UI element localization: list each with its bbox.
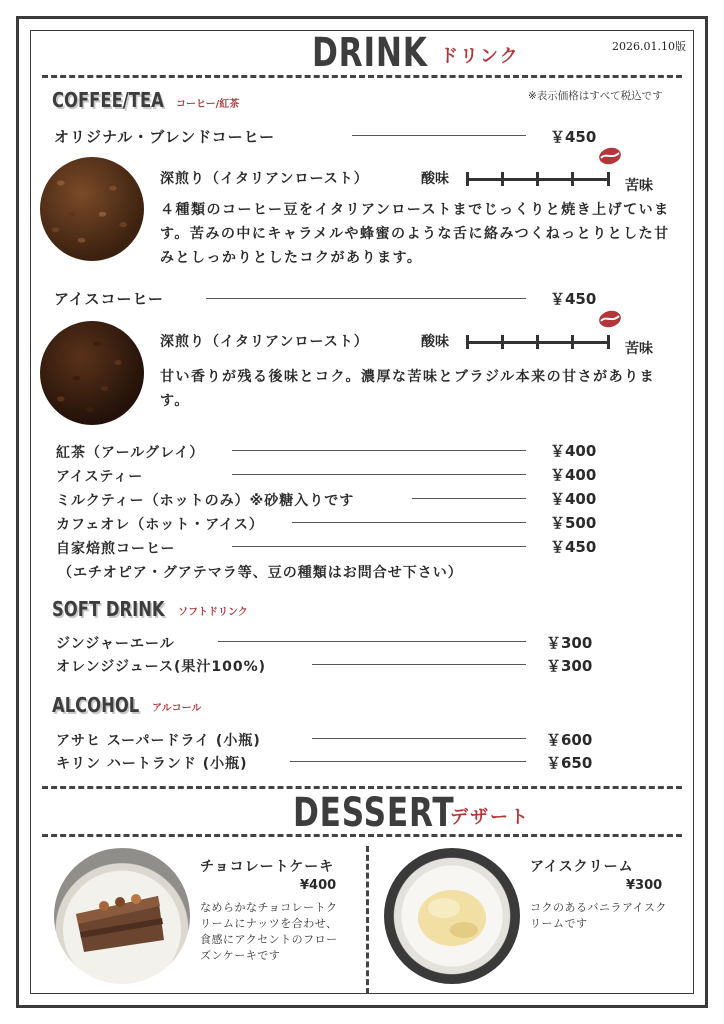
featured-description: ４種類のコーヒー豆をイタリアンローストまでじっくりと焼き上げています。苦みの中にキャラメルや蜂蜜のような舌に絡みつくねっとりとした甘みとしっかりとしたコクがあります。 xyxy=(160,202,670,266)
coffee-bean-icon xyxy=(598,146,622,166)
edition-date: 2026.01.10版 xyxy=(612,40,686,53)
roast-type: 深煎り（イタリアンロースト） xyxy=(160,334,369,350)
leader-line xyxy=(232,546,526,547)
ice-cream-scoop-icon xyxy=(384,848,520,984)
chocolate-cake-photo xyxy=(54,848,190,984)
coffee-bean-icon xyxy=(598,309,622,329)
leader-line xyxy=(232,474,526,475)
leader-line xyxy=(290,761,526,762)
header-divider xyxy=(42,75,682,78)
bitterness-label: 苦味 xyxy=(625,341,653,357)
leader-line xyxy=(232,450,526,451)
featured-item-name: アイスコーヒー xyxy=(54,290,164,308)
dessert-column-divider xyxy=(366,846,369,994)
dessert-price: ¥400 xyxy=(300,878,337,893)
leader-line xyxy=(292,522,526,523)
menu-items-note: （エチオピア・グアテマラ等、豆の種類はお問合せ下さい） xyxy=(58,565,463,581)
menu-item-name: カフェオレ（ホット・アイス） xyxy=(56,517,264,533)
menu-item-price: ￥600 xyxy=(546,731,593,749)
menu-item-price: ￥400 xyxy=(550,466,597,484)
acidity-label: 酸味 xyxy=(421,171,449,187)
dessert-divider-top xyxy=(42,786,682,789)
featured-item-name: オリジナル・ブレンドコーヒー xyxy=(54,128,276,146)
bitterness-label: 苦味 xyxy=(625,178,653,194)
menu-item-price: ￥400 xyxy=(550,442,597,460)
dessert-title: DESSERT xyxy=(293,790,455,836)
dessert-price: ¥300 xyxy=(626,878,663,893)
drink-title: DRINK xyxy=(312,30,428,76)
featured-item-price: ￥450 xyxy=(550,128,597,146)
dessert-divider-bottom xyxy=(42,834,682,837)
dessert-description: なめらかなチョコレートクリームにナッツを合わせ、食感にアクセントのフローズンケーキです xyxy=(200,901,338,962)
menu-item-name: アサヒ スーパードライ (小瓶) xyxy=(56,733,261,749)
roast-scale xyxy=(466,335,610,349)
dessert-description: コクのあるバニラアイスクリームです xyxy=(530,901,667,930)
menu-item-name: オレンジジュース(果汁100%) xyxy=(56,659,267,675)
drink-title-jp: ドリンク xyxy=(440,46,520,67)
leader-line xyxy=(312,664,526,665)
soft-drink-section-title: SOFT DRINK xyxy=(52,597,165,621)
tax-note: ※表示価格はすべて税込です xyxy=(528,90,663,102)
roast-scale xyxy=(466,172,610,186)
leader-line xyxy=(206,298,526,299)
ice-cream-photo xyxy=(384,848,520,984)
featured-item-price: ￥450 xyxy=(550,290,597,308)
dessert-name: アイスクリーム xyxy=(530,859,634,875)
menu-item-name: アイスティー xyxy=(56,469,144,485)
leader-line xyxy=(412,498,526,499)
leader-line xyxy=(352,135,526,136)
menu-item-name: ジンジャーエール xyxy=(56,636,175,652)
featured-description: 甘い香りが残る後味とコク。濃厚な苦味とブラジル本来の甘さがあります。 xyxy=(160,369,656,409)
soft-drink-section-title-jp: ソフトドリンク xyxy=(178,607,248,618)
menu-item-name: 紅茶（アールグレイ） xyxy=(56,445,205,461)
dessert-title-jp: デザート xyxy=(450,807,530,828)
leader-line xyxy=(218,641,526,642)
menu-item-price: ￥300 xyxy=(546,634,593,652)
menu-item-price: ￥500 xyxy=(550,514,597,532)
alcohol-section-title: ALCOHOL xyxy=(52,693,140,717)
menu-item-price: ￥400 xyxy=(550,490,597,508)
menu-item-name: ミルクティー（ホットのみ）※砂糖入りです xyxy=(56,493,355,509)
menu-item-name: キリン ハートランド (小瓶) xyxy=(56,756,248,772)
menu-item-name: 自家焙煎コーヒー xyxy=(56,541,176,557)
leader-line xyxy=(312,738,526,739)
coffee-section-title-jp: コーヒー/紅茶 xyxy=(176,99,240,110)
alcohol-section-title-jp: アルコール xyxy=(152,703,202,714)
cake-slice-icon xyxy=(54,848,190,984)
roast-type: 深煎り（イタリアンロースト） xyxy=(160,171,369,187)
coffee-section-title: COFFEE/TEA xyxy=(52,88,164,112)
menu-item-price: ￥450 xyxy=(550,538,597,556)
menu-item-price: ￥650 xyxy=(546,754,593,772)
dessert-name: チョコレートケーキ xyxy=(200,859,335,875)
coffee-beans-photo xyxy=(40,157,144,261)
acidity-label: 酸味 xyxy=(421,334,449,350)
menu-item-price: ￥300 xyxy=(546,657,593,675)
coffee-beans-photo xyxy=(40,321,144,425)
